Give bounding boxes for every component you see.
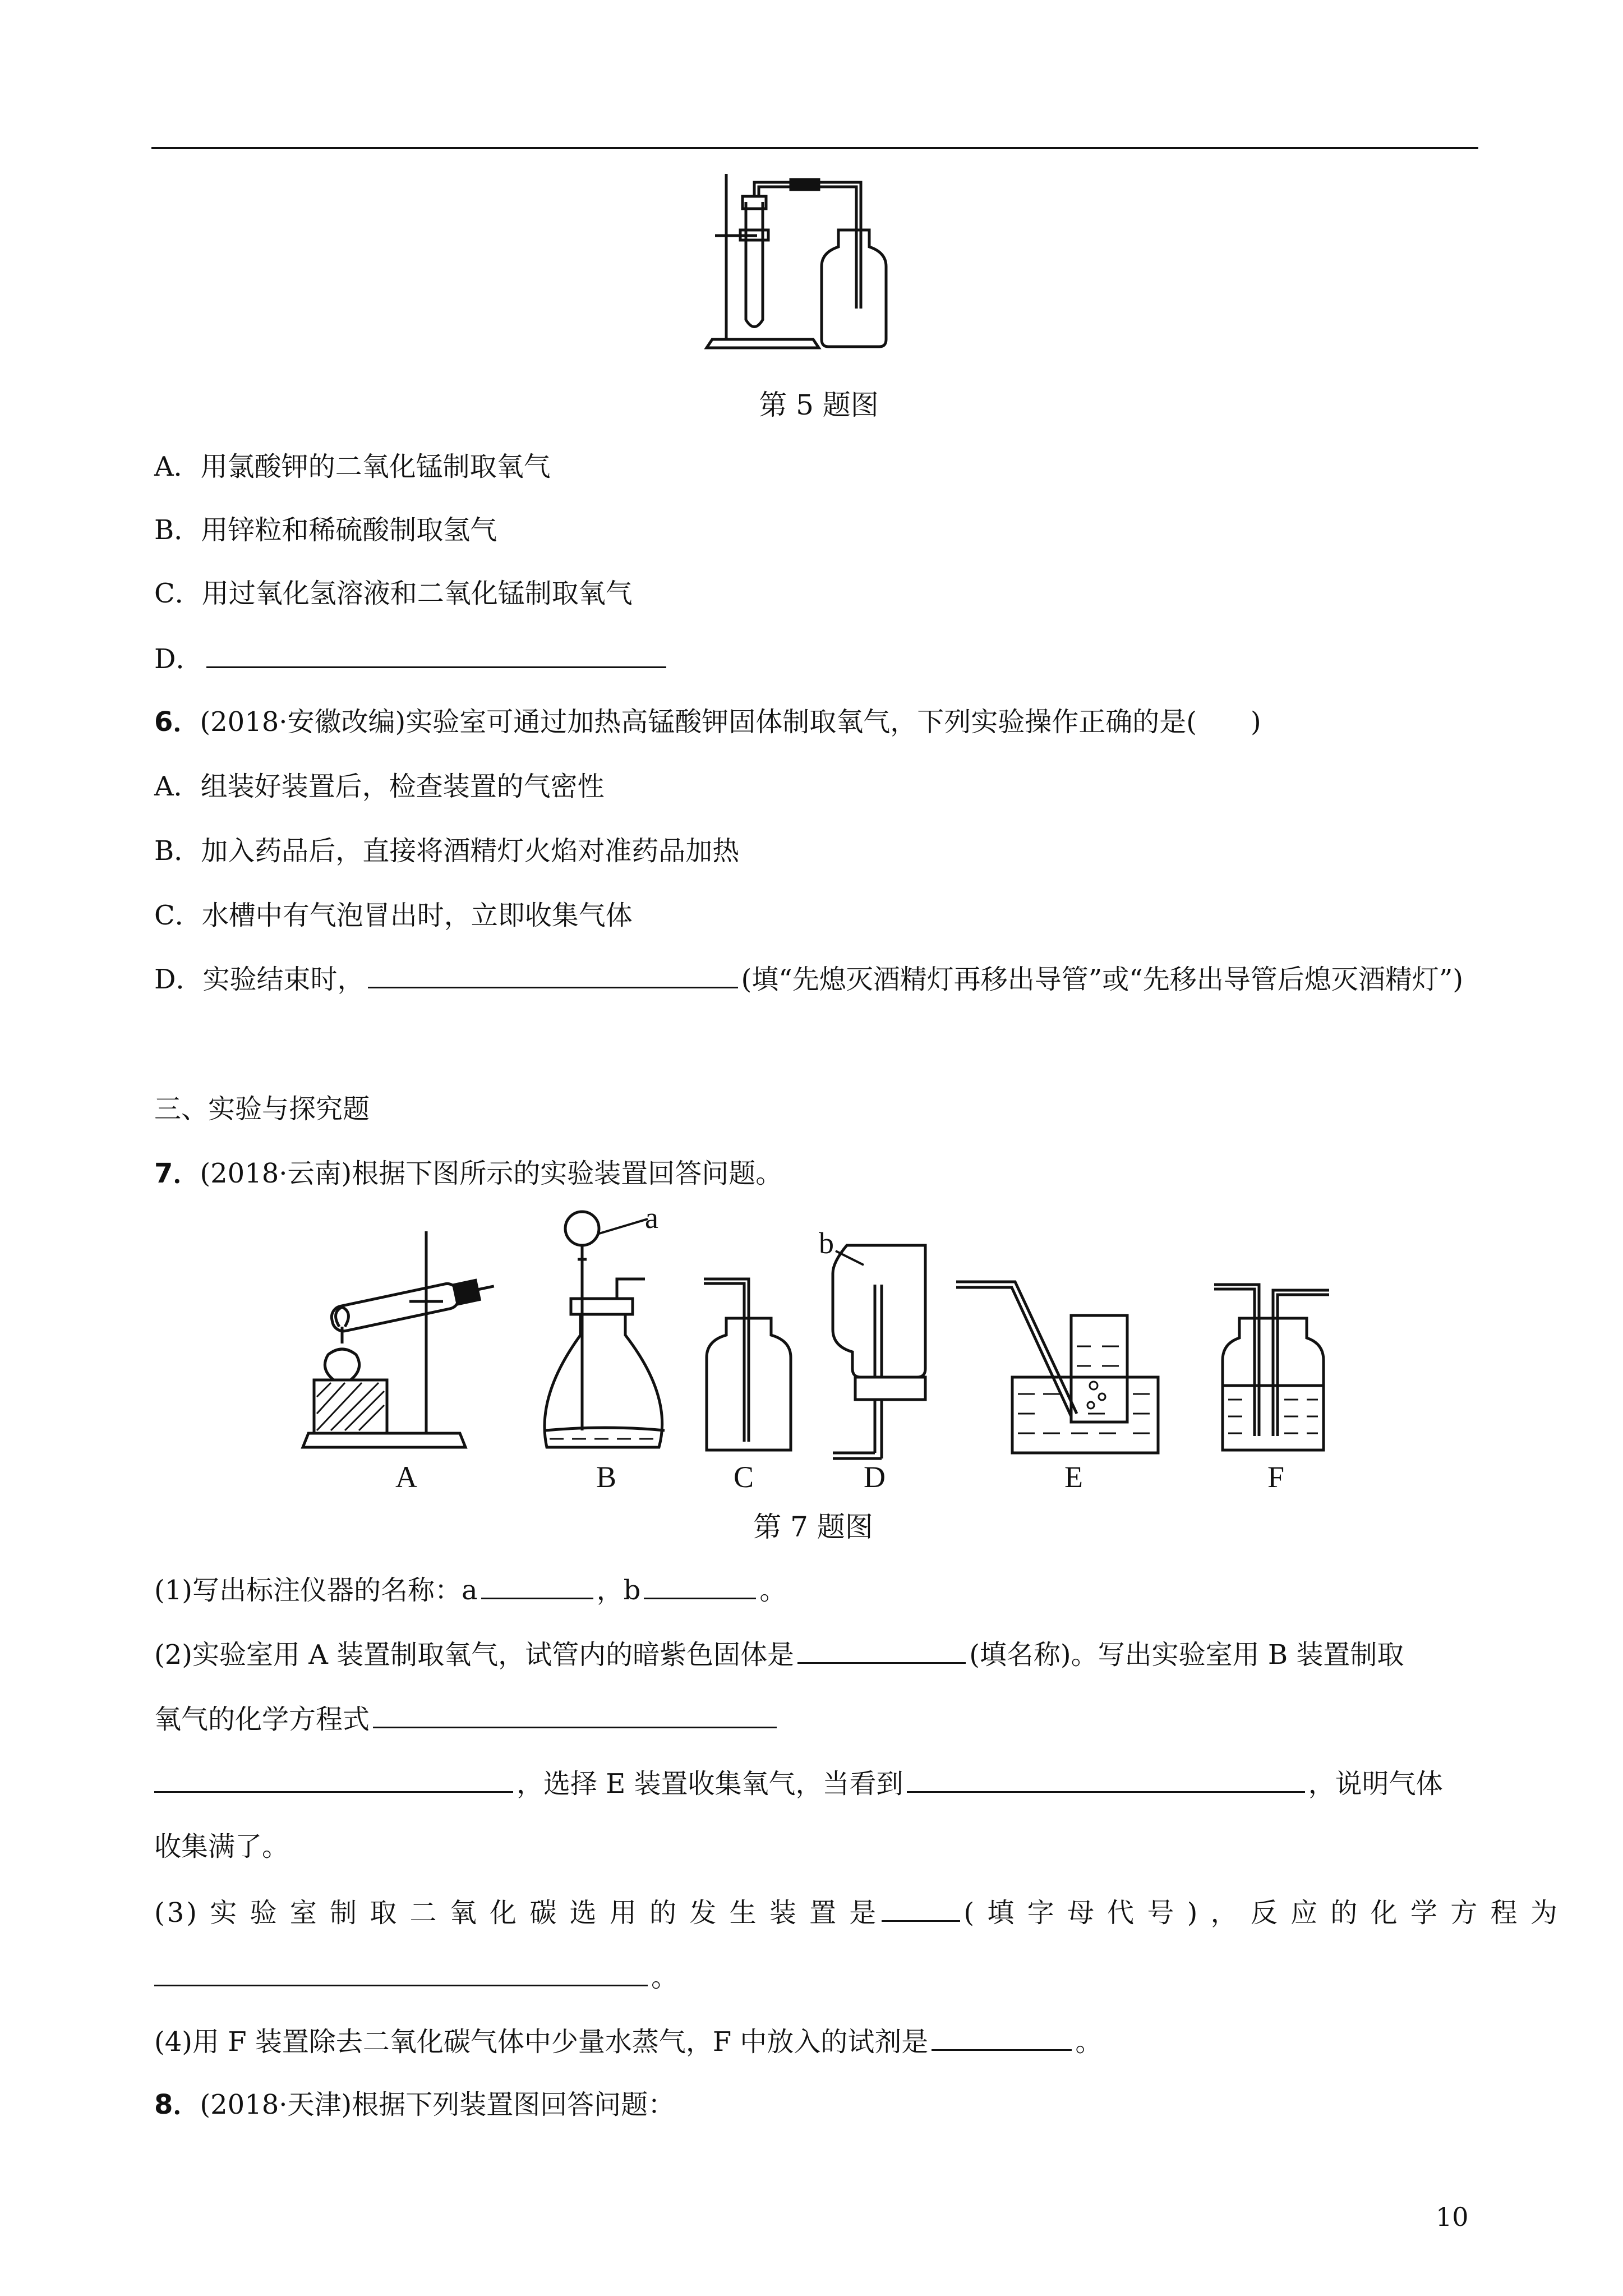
q5-option-d-label: D． xyxy=(154,643,203,675)
q6-option-c: C．水槽中有气泡冒出时，立即收集气体 xyxy=(154,900,633,931)
q7-part2-line1 xyxy=(154,1635,1478,1673)
q7-part3-text: (3) 实 验 室 制 取 二 氧 化 碳 选 用 的 发 生 装 置 是 xyxy=(154,1897,879,1929)
q7-part3-blank-device[interactable] xyxy=(882,1893,960,1922)
label-c: C xyxy=(734,1460,754,1494)
q7-part1-text: (1)写出标注仪器的名称：a xyxy=(154,1575,478,1606)
q7-stem xyxy=(154,1156,1478,1191)
q6-number: 6． xyxy=(154,706,200,738)
label-d: D xyxy=(864,1460,886,1494)
q7-part2-blank-solid[interactable] xyxy=(797,1635,966,1664)
q7-part2-conclusion: ，说明气体 xyxy=(1308,1768,1443,1800)
q5-option-c: C．用过氧化氢溶液和二氧化锰制取氧气 xyxy=(154,578,633,609)
apparatus-f xyxy=(1206,1273,1340,1458)
q8-number: 8． xyxy=(154,2089,200,2120)
q6-option-b: B．加入药品后，直接将酒精灯火焰对准药品加热 xyxy=(154,835,740,867)
q6-option-d xyxy=(154,948,1478,1011)
page-number: 10 xyxy=(1436,2202,1469,2232)
label-e: E xyxy=(1064,1460,1083,1494)
header-rule xyxy=(151,147,1478,149)
q7-part3-blank-equation[interactable] xyxy=(154,1958,648,1986)
label-f: F xyxy=(1267,1460,1285,1494)
q7-part2-collect-text: ，选择 E 装置收集氧气，当看到 xyxy=(517,1768,903,1800)
q7-part4-blank-reagent[interactable] xyxy=(932,2022,1072,2051)
q7-part2-line4: 收集满了。 xyxy=(154,1831,289,1862)
figure-7-caption: 第 7 题图 xyxy=(753,1511,873,1543)
q5-option-a: A．用氯酸钾的二氧化锰制取氧气 xyxy=(154,451,551,482)
q5-option-d-blank[interactable] xyxy=(206,639,666,668)
marker-a: a xyxy=(645,1201,658,1235)
q7-part2-blank-equation[interactable] xyxy=(373,1700,777,1728)
q7-part3-end: 。 xyxy=(651,1962,679,1993)
q7-part3-line1 xyxy=(154,1893,1560,1931)
q6-option-d-blank[interactable] xyxy=(368,960,738,988)
q7-part4-end: 。 xyxy=(1075,2026,1103,2058)
q7-part2-equation-label: 氧气的化学方程式 xyxy=(154,1704,370,1735)
q5-option-d xyxy=(154,639,1478,677)
q7-part2-text: (2)实验室用 A 装置制取氧气，试管内的暗紫色固体是 xyxy=(154,1639,795,1671)
label-a: A xyxy=(395,1460,417,1494)
q6-option-d-hint: (填“先熄灭酒精灯再移出导管”或“先移出导管后熄灭酒精灯”) xyxy=(741,964,1464,995)
apparatus-e xyxy=(953,1273,1166,1458)
marker-a-leader xyxy=(594,1214,651,1237)
q7-part2-hint: (填名称)。写出实验室用 B 装置制取 xyxy=(969,1639,1404,1671)
q6-option-d-label: D．实验结束时， xyxy=(154,964,365,995)
q7-part3-line2 xyxy=(154,1958,1478,1995)
q7-part1-blank-b[interactable] xyxy=(644,1571,756,1599)
apparatus-c xyxy=(701,1273,802,1458)
label-b: B xyxy=(596,1460,617,1494)
q7-part2-line2 xyxy=(154,1700,1478,1737)
q7-part1-mid: ，b xyxy=(596,1575,641,1606)
q7-stem-text: (2018·云南)根据下图所示的实验装置回答问题。 xyxy=(200,1158,783,1189)
q8-stem xyxy=(154,2087,1478,2123)
q5-option-b: B．用锌粒和稀硫酸制取氢气 xyxy=(154,514,497,546)
q7-part1-end: 。 xyxy=(759,1575,787,1606)
q7-number: 7． xyxy=(154,1158,200,1189)
figure-5-caption: 第 5 题图 xyxy=(759,389,879,421)
figure-5-apparatus xyxy=(701,168,937,359)
q8-stem-text: (2018·天津)根据下列装置图回答问题： xyxy=(200,2089,675,2120)
q6-stem-text: (2018·安徽改编)实验室可通过加热高锰酸钾固体制取氧气，下列实验操作正确的是( ) xyxy=(200,706,1261,738)
q7-part4 xyxy=(154,2022,1478,2060)
q7-part2-line3 xyxy=(154,1764,1478,1802)
q7-part1 xyxy=(154,1571,1478,1608)
apparatus-b xyxy=(538,1206,684,1458)
q7-part1-blank-a[interactable] xyxy=(481,1571,593,1599)
section-heading: 三、实验与探究题 xyxy=(154,1093,370,1125)
q7-part2-blank-equation-cont[interactable] xyxy=(154,1764,513,1793)
q6-option-a: A．组装好装置后，检查装置的气密性 xyxy=(154,771,605,802)
q7-part4-text: (4)用 F 装置除去二氧化碳气体中少量水蒸气，F 中放入的试剂是 xyxy=(154,2026,929,2058)
q7-part3-hint: ( 填 字 母 代 号 ) ， 反 应 的 化 学 方 程 为 xyxy=(963,1897,1560,1929)
apparatus-a xyxy=(292,1223,505,1458)
q7-part2-blank-observation[interactable] xyxy=(907,1764,1305,1793)
marker-b-leader xyxy=(833,1248,866,1271)
marker-b: b xyxy=(819,1226,834,1260)
q6-stem xyxy=(154,704,1478,740)
